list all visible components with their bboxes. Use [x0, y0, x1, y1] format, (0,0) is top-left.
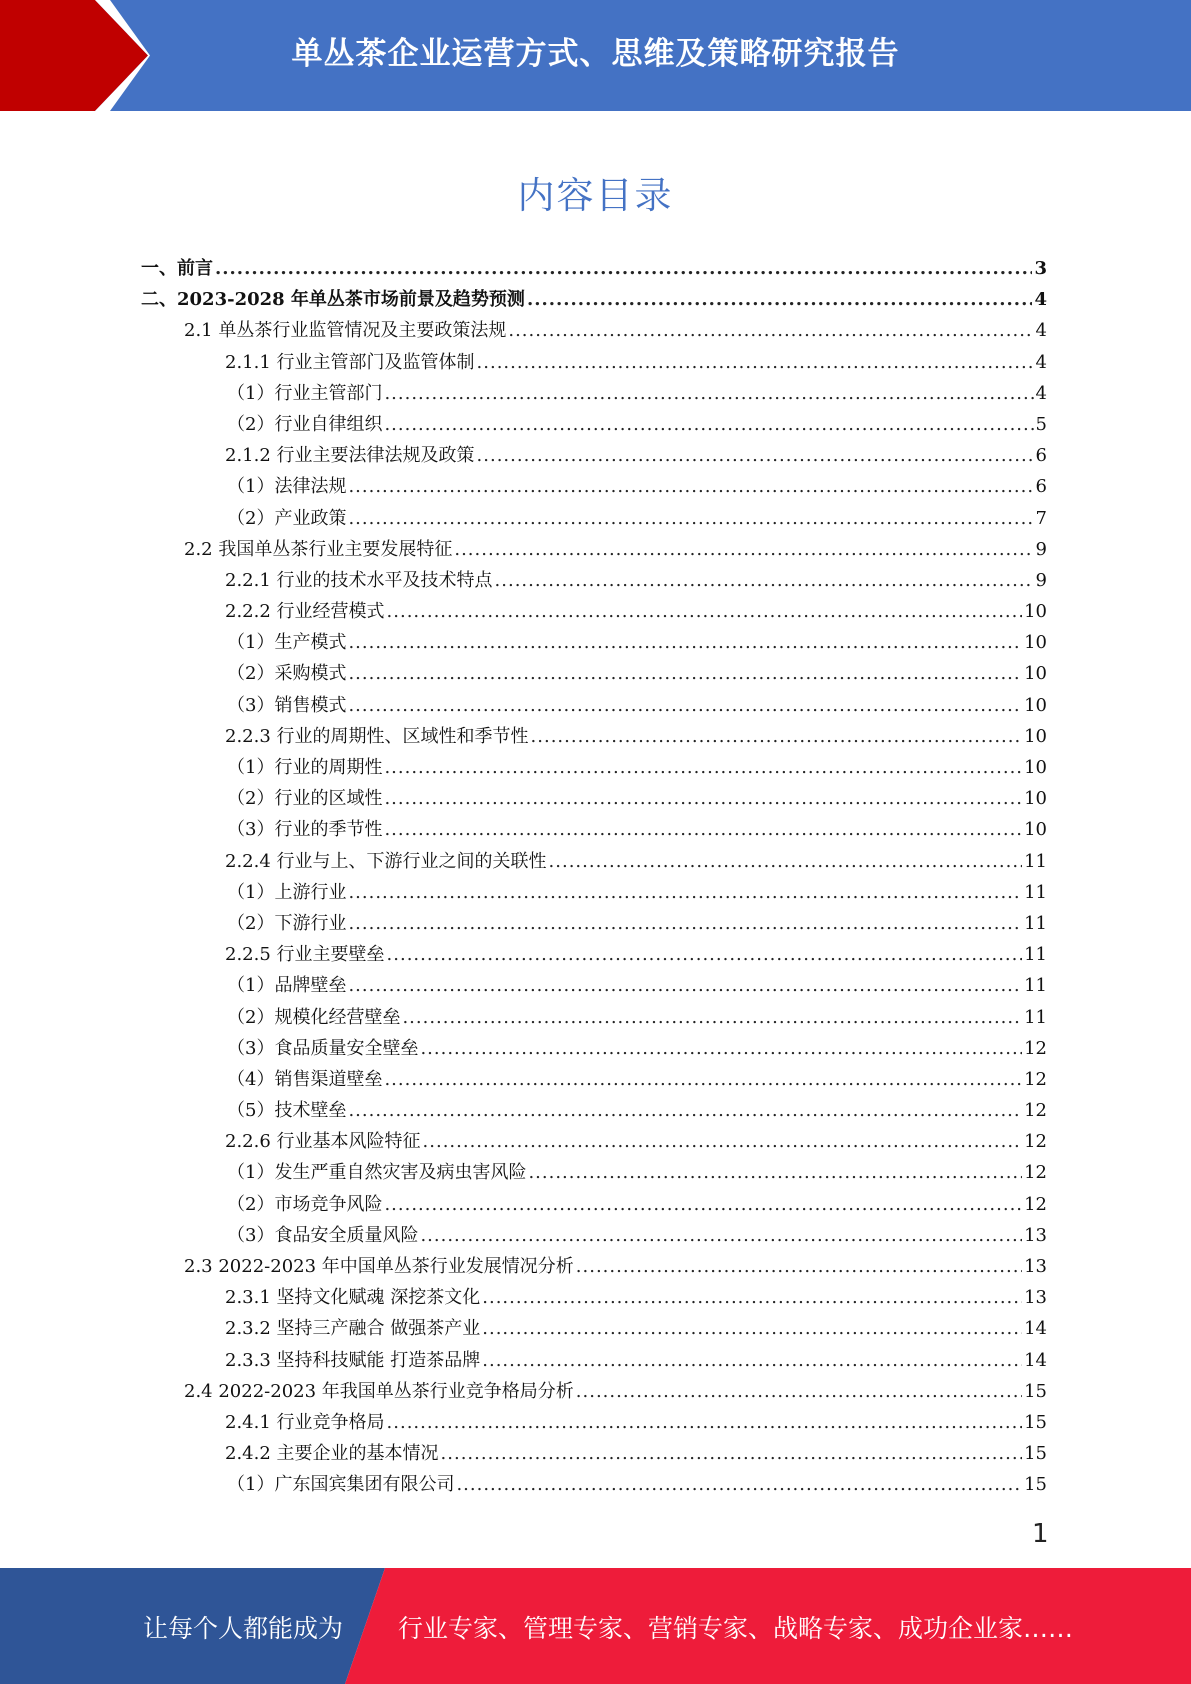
toc-entry-label: （1）发生严重自然灾害及病虫害风险 — [227, 1162, 527, 1184]
toc-leader-dots — [454, 534, 1033, 565]
toc-leader-dots — [348, 471, 1033, 502]
toc-entry[interactable] — [141, 1251, 1047, 1282]
toc-leader-dots — [508, 315, 1033, 346]
toc-entry[interactable] — [141, 627, 1047, 658]
toc-entry[interactable] — [141, 658, 1047, 689]
toc-entry[interactable] — [141, 440, 1047, 471]
toc-entry-page: 14 — [1024, 1318, 1047, 1340]
toc-entry-label: （2）市场竞争风险 — [227, 1193, 383, 1215]
toc-entry-page: 15 — [1024, 1411, 1047, 1433]
toc-entry[interactable] — [141, 284, 1047, 315]
toc-entry-label: （3）食品质量安全壁垒 — [227, 1037, 419, 1059]
toc-entry[interactable] — [141, 690, 1047, 721]
toc-entry-label: 二、2023-2028 年单丛茶市场前景及趋势预测 — [141, 289, 525, 311]
toc-entry[interactable] — [141, 939, 1047, 970]
table-of-contents — [141, 253, 1047, 1501]
toc-leader-dots — [384, 378, 1033, 409]
toc-entry[interactable] — [141, 1438, 1047, 1469]
toc-entry-page: 13 — [1024, 1224, 1047, 1246]
toc-entry-label: 2.1.2 行业主要法律法规及政策 — [225, 445, 475, 467]
toc-entry-label: （1）行业主管部门 — [227, 382, 383, 404]
toc-entry-page: 11 — [1024, 912, 1047, 934]
toc-entry-page: 6 — [1035, 445, 1047, 467]
toc-entry-label: （2）行业的区域性 — [227, 788, 383, 810]
toc-entry-page: 15 — [1024, 1474, 1047, 1496]
toc-title: 内容目录 — [517, 174, 674, 217]
toc-leader-dots — [423, 1126, 1023, 1157]
toc-leader-dots — [384, 783, 1022, 814]
toc-leader-dots — [384, 752, 1022, 783]
toc-leader-dots — [477, 347, 1034, 378]
toc-entry-label: 2.4.2 主要企业的基本情况 — [225, 1443, 439, 1465]
footer-slogan-right: 行业专家、管理专家、营销专家、战略专家、成功企业家…… — [398, 1614, 1074, 1643]
toc-entry-page: 4 — [1035, 351, 1047, 373]
toc-entry-page: 13 — [1024, 1287, 1047, 1309]
toc-leader-dots — [482, 1345, 1022, 1376]
toc-entry-page: 11 — [1024, 881, 1047, 903]
toc-entry[interactable] — [141, 1376, 1047, 1407]
toc-entry-label: 2.4 2022-2023 年我国单丛茶行业竞争格局分析 — [184, 1380, 574, 1402]
toc-entry[interactable] — [141, 253, 1047, 284]
toc-entry-page: 12 — [1024, 1162, 1047, 1184]
toc-leader-dots — [215, 253, 1032, 284]
toc-entry-page: 10 — [1024, 632, 1047, 654]
toc-leader-dots — [348, 658, 1022, 689]
toc-leader-dots — [387, 1407, 1023, 1438]
toc-leader-dots — [384, 1189, 1022, 1220]
toc-entry-page: 4 — [1035, 320, 1047, 342]
toc-leader-dots — [441, 1438, 1023, 1469]
toc-entry[interactable] — [141, 814, 1047, 845]
toc-entry-label: 2.3 2022-2023 年中国单丛茶行业发展情况分析 — [184, 1256, 574, 1277]
toc-entry-page: 12 — [1024, 1193, 1047, 1215]
toc-leader-dots — [456, 1469, 1022, 1500]
toc-entry[interactable] — [141, 534, 1047, 565]
toc-entry-label: （4）销售渠道壁垒 — [227, 1068, 383, 1090]
toc-entry-label: （3）行业的季节性 — [227, 819, 383, 841]
toc-leader-dots — [384, 814, 1022, 845]
toc-leader-dots — [495, 565, 1034, 596]
toc-leader-dots — [387, 596, 1023, 627]
toc-entry[interactable] — [141, 503, 1047, 534]
toc-entry-label: （2）下游行业 — [227, 912, 347, 934]
toc-entry[interactable] — [141, 1189, 1047, 1220]
toc-entry-page: 12 — [1024, 1100, 1047, 1122]
toc-leader-dots — [477, 440, 1034, 471]
toc-entry[interactable] — [141, 752, 1047, 783]
toc-entry-page: 10 — [1024, 694, 1047, 716]
toc-entry[interactable] — [141, 846, 1047, 877]
toc-entry[interactable] — [141, 409, 1047, 440]
toc-entry-label: 2.2.2 行业经营模式 — [225, 601, 385, 623]
toc-leader-dots — [348, 503, 1033, 534]
toc-entry-page: 12 — [1024, 1037, 1047, 1059]
toc-entry[interactable] — [141, 1157, 1047, 1188]
toc-entry[interactable] — [141, 908, 1047, 939]
footer-banner — [0, 1568, 1191, 1684]
toc-entry-label: （1）生产模式 — [227, 632, 347, 654]
toc-leader-dots — [384, 409, 1033, 440]
toc-entry-label: （2）采购模式 — [227, 663, 347, 685]
toc-entry-page: 4 — [1034, 289, 1047, 311]
toc-entry-page: 11 — [1024, 1006, 1047, 1028]
toc-entry-page: 10 — [1024, 601, 1047, 623]
toc-entry[interactable] — [141, 347, 1047, 378]
toc-entry-label: 2.1.1 行业主管部门及监管体制 — [225, 351, 475, 373]
toc-entry-page: 11 — [1024, 975, 1047, 997]
toc-leader-dots — [531, 721, 1023, 752]
toc-entry-label: 2.2.6 行业基本风险特征 — [225, 1131, 421, 1153]
toc-entry-label: 2.2.5 行业主要壁垒 — [225, 944, 385, 966]
toc-entry[interactable] — [141, 1407, 1047, 1438]
toc-entry-label: 2.2.1 行业的技术水平及技术特点 — [225, 569, 493, 591]
toc-entry[interactable] — [141, 565, 1047, 596]
toc-entry-page: 12 — [1024, 1068, 1047, 1090]
toc-entry-page: 13 — [1024, 1256, 1047, 1277]
toc-entry-page: 4 — [1035, 382, 1047, 404]
toc-entry[interactable] — [141, 1220, 1047, 1251]
toc-entry-label: 2.2.4 行业与上、下游行业之间的关联性 — [225, 850, 547, 872]
toc-entry-page: 11 — [1024, 850, 1047, 872]
toc-entry-page: 14 — [1024, 1349, 1047, 1371]
toc-entry[interactable] — [141, 1095, 1047, 1126]
toc-leader-dots — [387, 939, 1023, 970]
toc-entry-page: 10 — [1024, 663, 1047, 685]
toc-leader-dots — [348, 970, 1022, 1001]
toc-entry[interactable] — [141, 1469, 1047, 1500]
toc-entry-label: （3）食品安全质量风险 — [227, 1224, 419, 1246]
toc-entry[interactable] — [141, 1345, 1047, 1376]
toc-entry[interactable] — [141, 1282, 1047, 1313]
toc-entry-label: 2.2.3 行业的周期性、区域性和季节性 — [225, 725, 529, 747]
toc-entry-label: （1）广东国宾集团有限公司 — [227, 1474, 455, 1496]
toc-entry-page: 10 — [1024, 757, 1047, 778]
toc-leader-dots — [348, 1095, 1022, 1126]
toc-leader-dots — [402, 1002, 1022, 1033]
toc-entry-page: 3 — [1034, 258, 1047, 279]
toc-leader-dots — [528, 1157, 1022, 1188]
toc-entry-page: 10 — [1024, 819, 1047, 841]
toc-entry-label: 2.1 单丛茶行业监管情况及主要政策法规 — [184, 320, 507, 342]
toc-entry-label: （5）技术壁垒 — [227, 1100, 347, 1122]
toc-entry-label: （2）行业自律组织 — [227, 413, 383, 435]
toc-entry-page: 7 — [1035, 507, 1047, 529]
report-title: 单丛茶企业运营方式、思维及策略研究报告 — [291, 36, 900, 72]
toc-leader-dots — [384, 1064, 1022, 1095]
toc-leader-dots — [420, 1220, 1022, 1251]
toc-entry-label: （2）规模化经营壁垒 — [227, 1006, 401, 1028]
toc-entry[interactable] — [141, 1064, 1047, 1095]
toc-entry-page: 5 — [1035, 413, 1047, 435]
toc-entry-label: （1）品牌壁垒 — [227, 975, 347, 997]
toc-leader-dots — [348, 690, 1022, 721]
toc-leader-dots — [549, 846, 1023, 877]
toc-entry[interactable] — [141, 315, 1047, 346]
toc-entry-label: 2.4.1 行业竞争格局 — [225, 1411, 385, 1433]
toc-entry[interactable] — [141, 596, 1047, 627]
toc-entry[interactable] — [141, 877, 1047, 908]
toc-leader-dots — [527, 284, 1033, 315]
toc-entry[interactable] — [141, 721, 1047, 752]
toc-entry-label: 一、前言 — [141, 258, 213, 279]
toc-entry-label: 2.3.1 坚持文化赋魂 深挖茶文化 — [225, 1287, 481, 1309]
toc-leader-dots — [348, 627, 1022, 658]
toc-entry-label: （1）上游行业 — [227, 881, 347, 903]
toc-entry[interactable] — [141, 378, 1047, 409]
toc-entry-page: 15 — [1024, 1443, 1047, 1465]
toc-entry[interactable] — [141, 1002, 1047, 1033]
toc-entry[interactable] — [141, 471, 1047, 502]
toc-entry-page: 10 — [1024, 788, 1047, 810]
toc-leader-dots — [348, 877, 1022, 908]
page-number: 1 — [1032, 1519, 1049, 1549]
toc-leader-dots — [420, 1033, 1022, 1064]
toc-entry-page: 6 — [1035, 476, 1047, 498]
footer-slogan-left: 让每个人都能成为 — [143, 1614, 344, 1643]
toc-entry-page: 12 — [1024, 1131, 1047, 1153]
toc-entry-label: 2.3.2 坚持三产融合 做强茶产业 — [225, 1318, 481, 1340]
toc-leader-dots — [576, 1376, 1022, 1407]
header-banner — [0, 0, 1191, 111]
toc-entry-label: （2）产业政策 — [227, 507, 347, 529]
toc-entry-page: 9 — [1035, 538, 1047, 560]
toc-entry-label: 2.2 我国单丛茶行业主要发展特征 — [184, 538, 453, 560]
toc-entry-page: 9 — [1035, 569, 1047, 591]
toc-entry[interactable] — [141, 1313, 1047, 1344]
toc-entry[interactable] — [141, 970, 1047, 1001]
toc-entry[interactable] — [141, 1126, 1047, 1157]
toc-entry-label: （1）法律法规 — [227, 476, 347, 498]
toc-entry[interactable] — [141, 783, 1047, 814]
toc-entry-page: 15 — [1024, 1380, 1047, 1402]
toc-entry-label: （3）销售模式 — [227, 694, 347, 716]
toc-leader-dots — [348, 908, 1022, 939]
toc-leader-dots — [482, 1282, 1022, 1313]
toc-entry[interactable] — [141, 1033, 1047, 1064]
toc-leader-dots — [482, 1313, 1022, 1344]
toc-entry-page: 11 — [1024, 944, 1047, 966]
toc-entry-page: 10 — [1024, 725, 1047, 747]
toc-entry-label: 2.3.3 坚持科技赋能 打造茶品牌 — [225, 1349, 481, 1371]
toc-leader-dots — [576, 1251, 1022, 1282]
toc-entry-label: （1）行业的周期性 — [227, 757, 383, 778]
